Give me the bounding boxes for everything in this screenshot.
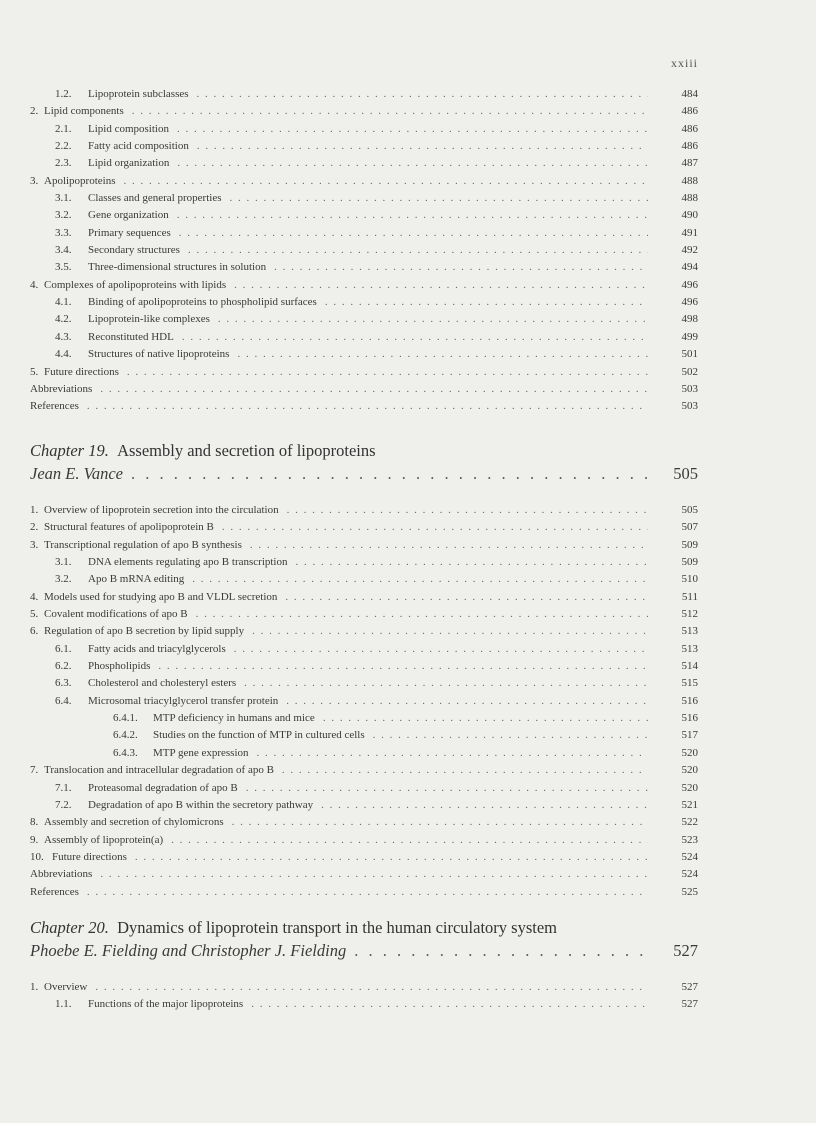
toc-entry-page: 520 <box>681 764 698 777</box>
toc-entry-number: 4.2. <box>55 313 72 326</box>
chapter-19-toc <box>30 502 698 901</box>
toc-entry-number: 5. <box>30 365 39 378</box>
toc-entry-title: 3. Apolipoproteins . . . <box>30 173 648 190</box>
chapter-19 <box>30 440 698 901</box>
toc-entry-page: 494 <box>681 261 698 274</box>
chapter-18-toc-entry[interactable] <box>30 155 698 172</box>
toc-entry-number: 1. <box>30 504 39 516</box>
toc-entry-number: 6. <box>30 625 39 638</box>
toc-entry-page: 517 <box>681 729 698 742</box>
toc-entry-title: 3.1. Classes and general properties . . . <box>55 190 648 207</box>
chapter-19-toc-entry[interactable] <box>30 745 698 762</box>
toc-entry-number: 3. <box>30 538 39 551</box>
toc-entry-number: 3. <box>30 174 39 187</box>
toc-entry-page: 496 <box>681 278 698 291</box>
toc-entry-number: 7.2. <box>55 798 72 811</box>
toc-entry-number: 2.2. <box>55 140 72 153</box>
chapter-18-toc-entry[interactable] <box>30 242 698 259</box>
toc-entry-number: 7.1. <box>55 781 72 794</box>
toc-entry-page: 488 <box>681 192 698 205</box>
toc-entry-page: 488 <box>681 174 698 187</box>
chapter-18-toc-entry[interactable] <box>30 173 698 190</box>
toc-entry-page: 527 <box>681 981 698 993</box>
chapter-19-page: 505 <box>673 464 698 483</box>
page-number: xxiii <box>670 56 698 70</box>
toc-entry-title: 3.2. Gene organization . . . <box>55 207 648 224</box>
toc-entry-number: 7. <box>30 764 39 777</box>
toc-entry-number: 3.3. <box>55 226 72 239</box>
chapter-19-toc-entry[interactable] <box>30 884 698 901</box>
toc-entry-number: 9. <box>30 833 39 846</box>
chapter-19-heading <box>30 440 698 462</box>
chapter-19-toc-entry[interactable] <box>30 710 698 727</box>
toc-entry-title: 2. Structural features of apolipoprotein B . . . <box>30 519 648 536</box>
toc-entry-page: 527 <box>681 998 698 1011</box>
toc-entry-title: 6.2. Phospholipids . . . <box>55 658 648 675</box>
toc-entry-title: 4.2. Lipoprotein-like complexes . . . <box>55 311 648 328</box>
toc-entry-title: 3. Transcriptional regulation of apo B synthesis . . . <box>30 537 648 554</box>
toc-entry-number: 3.4. <box>55 244 72 257</box>
toc-entry-title: 6.4.3. MTP gene expression . . . <box>113 745 648 762</box>
toc-entry-number: 3.2. <box>55 209 72 222</box>
toc-entry-title: 6.4. Microsomal triacylglycerol transfer protein . . . <box>55 693 648 710</box>
chapter-18-toc-entry[interactable] <box>30 364 698 381</box>
toc-entry-page: 501 <box>681 348 698 361</box>
chapter-19-toc-entry[interactable] <box>30 693 698 710</box>
toc-entry-title: 2.1. Lipid composition . . . <box>55 121 648 138</box>
chapter-19-toc-entry[interactable] <box>30 623 698 640</box>
chapter-19-toc-entry[interactable] <box>30 797 698 814</box>
toc-entry-page: 513 <box>681 625 698 638</box>
chapter-19-toc-entry[interactable] <box>30 571 698 588</box>
toc-entry-page: 503 <box>681 382 698 395</box>
toc-entry-number: 2. <box>30 105 39 118</box>
toc-entry-page: 516 <box>681 712 698 725</box>
toc-entry-title: 8. Assembly and secretion of chylomicrons . . . <box>30 814 648 831</box>
chapter-18-toc-entry[interactable] <box>30 329 698 346</box>
chapter-19-toc-entry[interactable] <box>30 762 698 779</box>
toc-entry-page: 523 <box>681 833 698 846</box>
chapter-20-toc-entry[interactable] <box>30 996 698 1013</box>
toc-entry-page: 502 <box>681 365 698 378</box>
chapter-19-toc-entry[interactable] <box>30 589 698 606</box>
toc-entry-number: 2. <box>30 521 39 534</box>
toc-entry-title: 6.3. Cholesterol and cholesteryl esters . . . <box>55 675 648 692</box>
chapter-18-toc-entry[interactable] <box>30 311 698 328</box>
toc-entry-number: 3.1. <box>55 192 72 205</box>
chapter-18-toc-entry[interactable] <box>30 86 698 103</box>
chapter-18-toc-entry[interactable] <box>30 398 698 415</box>
toc-entry-page: 515 <box>681 677 698 690</box>
toc-entry-number: 4. <box>30 590 39 603</box>
toc-entry-number: 6.2. <box>55 660 72 673</box>
chapter-20-toc-entry[interactable] <box>30 979 698 996</box>
toc-entry-title: 2.3. Lipid organization . . . <box>55 155 648 172</box>
chapter-19-label: Chapter 19. <box>30 441 109 460</box>
chapter-19-toc-entry[interactable] <box>30 519 698 536</box>
toc-entry-title: 3.2. Apo B mRNA editing . . . <box>55 571 648 588</box>
chapter-18-toc-entry[interactable] <box>30 190 698 207</box>
toc-entry-title: 6.1. Fatty acids and triacylglycerols . . . <box>55 641 648 658</box>
chapter-20 <box>30 917 698 1014</box>
toc-entry-title: 6.4.1. MTP deficiency in humans and mice . . . <box>113 710 648 727</box>
toc-entry-page: 490 <box>681 209 698 222</box>
chapter-19-toc-entry[interactable] <box>30 554 698 571</box>
toc-entry-title: References . . . <box>30 884 648 901</box>
toc-entry-page: 487 <box>681 157 698 170</box>
toc-entry-page: 505 <box>681 504 698 516</box>
toc-entry-title: 4. Models used for studying apo B and VLDL secretion . . . <box>30 589 648 606</box>
chapter-19-toc-entry[interactable] <box>30 641 698 658</box>
toc-entry-page: 525 <box>681 885 698 898</box>
chapter-18-toc-entry[interactable] <box>30 103 698 120</box>
toc-entry-title: 3.3. Primary sequences . . . <box>55 225 648 242</box>
toc-entry-title: 7. Translocation and intracellular degradation of apo B . . . <box>30 762 648 779</box>
toc-entry-number: 4. <box>30 278 39 291</box>
chapter-18-toc-entry[interactable] <box>30 381 698 398</box>
chapter-18-toc-entry[interactable] <box>30 346 698 363</box>
chapter-19-toc-entry[interactable] <box>30 537 698 554</box>
toc-entry-number: 4.3. <box>55 330 72 343</box>
toc-entry-page: 496 <box>681 296 698 309</box>
toc-entry-number: 6.1. <box>55 642 72 655</box>
toc-entry-title: 7.1. Proteasomal degradation of apo B . . . <box>55 780 648 797</box>
toc-entry-number: 6.4.3. <box>113 746 138 759</box>
toc-entry-title: 1.2. Lipoprotein subclasses . . . <box>55 86 648 103</box>
toc-entry-page: 514 <box>681 660 698 673</box>
chapter-20-author-line <box>30 939 698 963</box>
toc-entry-title: 1. Overview of lipoprotein secretion into the circulation . . . <box>30 502 648 519</box>
chapter-19-toc-entry[interactable] <box>30 866 698 883</box>
toc-entry-title: 9. Assembly of lipoprotein(a) . . . <box>30 832 648 849</box>
toc-entry-title: 4.4. Structures of native lipoproteins . . . <box>55 346 648 363</box>
chapter-19-author: Jean E. Vance . . . <box>30 462 648 486</box>
toc-entry-number: 1.1. <box>55 998 72 1011</box>
toc-entry-number: 2.1. <box>55 122 72 135</box>
toc-entry-title: 6. Regulation of apo B secretion by lipid supply . . . <box>30 623 648 640</box>
chapter-19-toc-entry[interactable] <box>30 727 698 744</box>
toc-entry-page: 516 <box>681 694 698 707</box>
toc-entry-number: 3.2. <box>55 573 72 586</box>
toc-entry-title: 3.4. Secondary structures . . . <box>55 242 648 259</box>
toc-entry-title: 5. Future directions . . . <box>30 364 648 381</box>
toc-entry-title: 6.4.2. Studies on the function of MTP in cultured cells . . . <box>113 727 648 744</box>
toc-entry-number: 6.4.2. <box>113 729 138 742</box>
chapter-19-toc-entry[interactable] <box>30 780 698 797</box>
chapter-20-toc <box>30 979 698 1014</box>
chapter-20-heading <box>30 917 698 939</box>
chapter-18-toc-entry[interactable] <box>30 225 698 242</box>
toc-entry-page: 486 <box>681 140 698 153</box>
chapter-18-toc-entry[interactable] <box>30 277 698 294</box>
toc-entry-title: 4.1. Binding of apolipoproteins to phospholipid surfaces . . . <box>55 294 648 311</box>
toc-entry-title: 4.3. Reconstituted HDL . . . <box>55 329 648 346</box>
toc-entry-page: 524 <box>681 868 698 881</box>
toc-entry-page: 511 <box>681 590 698 603</box>
toc-entry-page: 522 <box>681 816 698 829</box>
chapter-19-toc-entry[interactable] <box>30 606 698 623</box>
chapter-20-author: Phoebe E. Fielding and Christopher J. Fielding . . . <box>30 939 648 963</box>
chapter-18-toc-entry[interactable] <box>30 259 698 276</box>
toc-entry-title: Abbreviations . . . <box>30 866 648 883</box>
chapter-20-label: Chapter 20. <box>30 918 109 937</box>
toc-entry-title: 1.1. Functions of the major lipoproteins . . . <box>55 996 648 1013</box>
toc-entry-page: 524 <box>681 850 698 863</box>
toc-entry-page: 498 <box>681 313 698 326</box>
chapter-19-toc-entry[interactable] <box>30 675 698 692</box>
chapter-18-toc-entry[interactable] <box>30 207 698 224</box>
toc-entry-page: 486 <box>681 122 698 135</box>
chapter-18-toc-entry[interactable] <box>30 121 698 138</box>
toc-entry-title: 3.5. Three-dimensional structures in solution . . . <box>55 259 648 276</box>
toc-entry-page: 491 <box>681 226 698 239</box>
toc-entry-number: 6.3. <box>55 677 72 690</box>
toc-entry-page: 503 <box>681 400 698 413</box>
toc-entry-title: 4. Complexes of apolipoproteins with lipids . . . <box>30 277 648 294</box>
chapter-19-toc-entry[interactable] <box>30 832 698 849</box>
toc-entry-page: 513 <box>681 642 698 655</box>
chapter-18-toc-entry[interactable] <box>30 294 698 311</box>
toc-entry-page: 520 <box>681 746 698 759</box>
toc-entry-page: 512 <box>681 608 698 621</box>
toc-entry-title: 3.1. DNA elements regulating apo B transcription . . . <box>55 554 648 571</box>
toc-entry-number: 6.4.1. <box>113 712 138 725</box>
toc-entry-number: 1.2. <box>55 88 72 100</box>
toc-entry-number: 2.3. <box>55 157 72 170</box>
toc-entry-page: 521 <box>681 798 698 811</box>
toc-entry-number: 8. <box>30 816 39 829</box>
toc-entry-number: 1. <box>30 981 39 993</box>
toc-entry-title: Abbreviations . . . <box>30 381 648 398</box>
chapter-19-toc-entry[interactable] <box>30 502 698 519</box>
toc-entry-title: 2.2. Fatty acid composition . . . <box>55 138 648 155</box>
toc-entry-number: 6.4. <box>55 694 72 707</box>
toc-entry-page: 492 <box>681 244 698 257</box>
toc-entry-page: 509 <box>681 538 698 551</box>
toc-entry-title: 7.2. Degradation of apo B within the secretory pathway . . . <box>55 797 648 814</box>
toc-entry-page: 486 <box>681 105 698 118</box>
chapter-19-toc-entry[interactable] <box>30 849 698 866</box>
chapter-20-page: 527 <box>673 941 698 960</box>
toc-entry-page: 484 <box>681 88 698 100</box>
toc-entry-number: 10. <box>30 850 44 863</box>
chapter-18-toc-continuation <box>30 86 698 416</box>
toc-entry-title: 5. Covalent modifications of apo B . . . <box>30 606 648 623</box>
chapter-19-author-line <box>30 462 698 486</box>
chapter-19-toc-entry[interactable] <box>30 658 698 675</box>
toc-entry-number: 4.1. <box>55 296 72 309</box>
toc-entry-number: 4.4. <box>55 348 72 361</box>
toc-entry-page: 520 <box>681 781 698 794</box>
toc-entry-title: 1. Overview . . . <box>30 979 648 996</box>
chapter-19-toc-entry[interactable] <box>30 814 698 831</box>
toc-entry-page: 509 <box>681 556 698 569</box>
chapter-18-toc-entry[interactable] <box>30 138 698 155</box>
chapter-19-title: Assembly and secretion of lipoproteins <box>117 441 376 460</box>
toc-entry-title: 10. Future directions . . . <box>30 849 648 866</box>
toc-entry-number: 3.1. <box>55 556 72 569</box>
toc-entry-page: 499 <box>681 330 698 343</box>
toc-entry-title: References . . . <box>30 398 648 415</box>
toc-entry-page: 507 <box>681 521 698 534</box>
toc-entry-page: 510 <box>681 573 698 586</box>
toc-entry-number: 3.5. <box>55 261 72 274</box>
toc-entry-number: 5. <box>30 608 39 621</box>
chapter-20-title: Dynamics of lipoprotein transport in the human circulatory system <box>117 918 557 937</box>
toc-entry-title: 2. Lipid components . . . <box>30 103 648 120</box>
